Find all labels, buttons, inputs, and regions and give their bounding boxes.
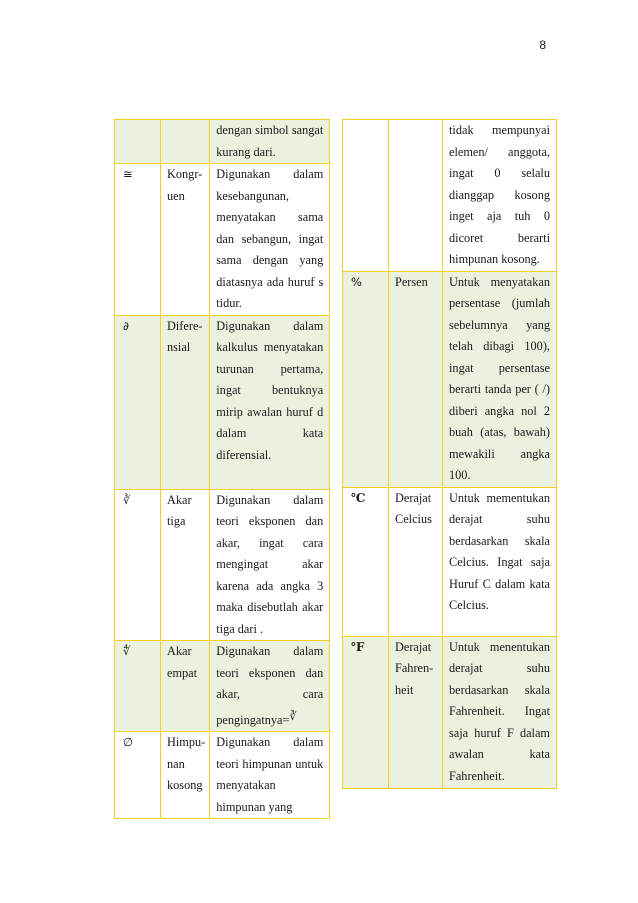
symbol-description-cell xyxy=(210,641,330,732)
symbol-name-cell: Akar tiga xyxy=(161,489,210,641)
table-row xyxy=(343,487,557,636)
page-number: 8 xyxy=(539,38,546,52)
symbol-description-cell xyxy=(443,487,557,636)
table-row xyxy=(115,164,330,316)
symbol-description-cell xyxy=(210,732,330,819)
description-text: dengan simbol sangat kurang dari. xyxy=(216,123,324,159)
symbol-description-cell xyxy=(210,315,330,489)
symbol-cell: % xyxy=(343,271,389,487)
symbol-name-cell: Kongr-uen xyxy=(161,164,210,316)
symbol-name-cell xyxy=(389,120,443,272)
table-row xyxy=(115,732,330,819)
symbol-cell: ∜ xyxy=(115,641,161,732)
table-row xyxy=(115,641,330,732)
symbol-description-cell xyxy=(210,164,330,316)
description-text: Untuk menentukan derajat suhu berdasarkan skala Fahrenheit. Ingat saja huruf F dalam awalan kata Fahrenheit. xyxy=(449,639,550,783)
description-text: Untuk menyatakan persentase (jumlah sebelumnya yang telah dibagi 100), ingat persentase berarti tanda per ( /) diberi angka nol 2 buah (atas, bawah) mewakili angka 100. xyxy=(449,274,550,482)
symbol-cell: ∛ xyxy=(115,489,161,641)
symbol-table-right xyxy=(342,119,557,789)
table-row xyxy=(115,489,330,641)
symbol-cell xyxy=(115,120,161,164)
description-text: tidak mempunyai elemen/ anggota, ingat 0 selalu dianggap kosong inget aja tuh 0 dicoret berarti himpunan kosong. xyxy=(449,123,550,266)
symbol-name-cell: Himpu-nan kosong xyxy=(161,732,210,819)
description-text: Digunakan dalam teori eksponen dan akar, cara pengingatnya= xyxy=(216,644,324,727)
symbol-description-cell xyxy=(210,120,330,164)
symbol-description-cell xyxy=(443,636,557,788)
symbol-name-cell: Derajat Celcius xyxy=(389,487,443,636)
symbol-name-cell: Difere-nsial xyxy=(161,315,210,489)
description-text: Digunakan dalam kalkulus menyatakan turunan pertama, ingat bentuknya mirip awalan huruf d dalam kata diferensial. xyxy=(216,318,324,462)
description-text: Digunakan dalam teori himpunan untuk menyatakan himpunan yang xyxy=(216,735,324,814)
table-row xyxy=(115,120,330,164)
symbol-table-left xyxy=(114,119,330,819)
table-row xyxy=(343,636,557,788)
symbol-description-cell xyxy=(443,120,557,272)
description-text: Untuk mementukan derajat suhu berdasarkan skala Celcius. Ingat saja Huruf C dalam kata Celcius. xyxy=(449,490,550,612)
symbol-cell xyxy=(343,120,389,272)
table-row xyxy=(343,120,557,272)
symbol-name-cell: Persen xyxy=(389,271,443,487)
description-text: Digunakan dalam teori eksponen dan akar, ingat cara mengingat akar karena ada angka 3 maka disebutlah akar tiga dari . xyxy=(216,492,324,636)
table-row xyxy=(115,315,330,489)
symbol-name-cell: Akar empat xyxy=(161,641,210,732)
symbol-description-cell xyxy=(210,489,330,641)
table-row xyxy=(343,271,557,487)
symbol-description-cell xyxy=(443,271,557,487)
symbol-cell: ∅ xyxy=(115,732,161,819)
cube-root-symbol: ∛ xyxy=(289,709,297,723)
symbol-cell: ℃ xyxy=(343,487,389,636)
symbol-cell: ℉ xyxy=(343,636,389,788)
description-text: Digunakan dalam kesebangunan, menyatakan sama dan sebangun, ingat sama dengan yang diatasnya ada huruf s tidur. xyxy=(216,167,324,310)
symbol-cell: ∂ xyxy=(115,315,161,489)
symbol-cell: ≅ xyxy=(115,164,161,316)
symbol-name-cell xyxy=(161,120,210,164)
symbol-name-cell: Derajat Fahren-heit xyxy=(389,636,443,788)
